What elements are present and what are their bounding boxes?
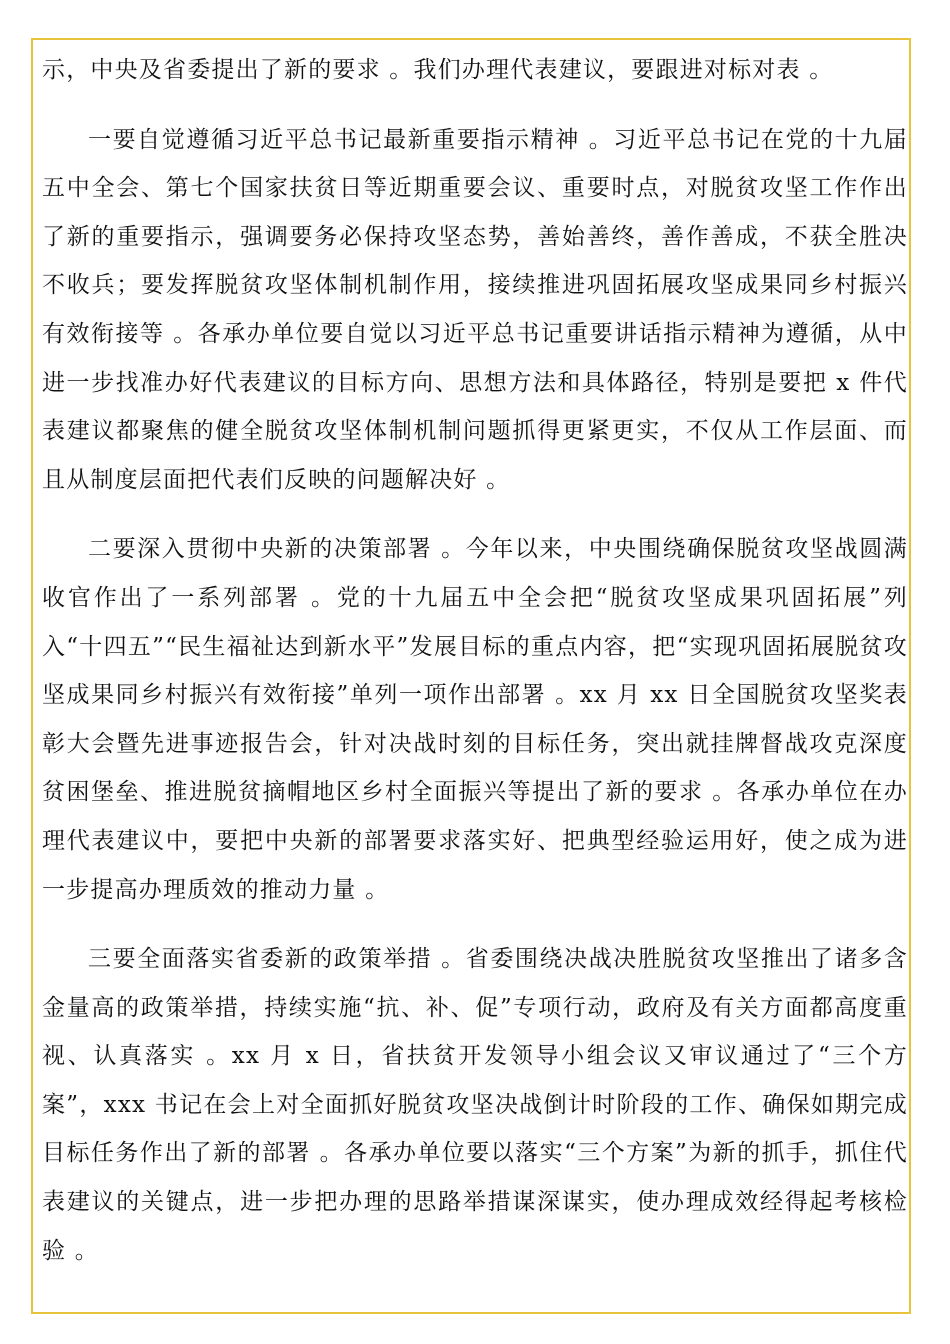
paragraph-continuation: 示，中央及省委提出了新的要求 。我们办理代表建议，要跟进对标对表 。	[42, 57, 834, 83]
paragraph-point-three: 三要全面落实省委新的政策举措 。省委围绕决战决胜脱贫攻坚推出了诸多含金量高的政策举措，持续实施“抗、补、促”专项行动，政府及有关方面都高度重视、认真落实 。xx 月 x 日，省扶贫开发领导小组会议又审议通过了“三个方案”，xxx 书记在会上对全面抓好脱贫攻坚决战倒计时阶段的工作、确保如期完成目标任务作出了新的部署 。各承办单位要以落实“三个方案”为新的抓手，抓住代表建议的关键点，进一步把办理的思路举措谋深谋实，使办理成效经得起考核检验 。	[42, 946, 908, 1264]
paragraph-point-one: 一要自觉遵循习近平总书记最新重要指示精神 。习近平总书记在党的十九届五中全会、第七个国家扶贫日等近期重要会议、重要时点，对脱贫攻坚工作作出了新的重要指示，强调要务必保持攻坚态势，善始善终，善作善成，不获全胜决不收兵；要发挥脱贫攻坚体制机制作用，接续推进巩固拓展攻坚成果同乡村振兴有效衔接等 。各承办单位要自觉以习近平总书记重要讲话指示精神为遵循，从中进一步找准办好代表建议的目标方向、思想方法和具体路径，特别是要把 x 件代表建议都聚焦的健全脱贫攻坚体制机制问题抓得更紧更实，不仅从工作层面、而且从制度层面把代表们反映的问题解决好 。	[42, 126, 908, 493]
document-body	[42, 46, 908, 1275]
paragraph-point-two: 二要深入贯彻中央新的决策部署 。今年以来，中央围绕确保脱贫攻坚战圆满收官作出了一系列部署 。党的十九届五中全会把“脱贫攻坚成果巩固拓展”列入“十四五”“民生福祉达到新水平”发展目标的重点内容，把“实现巩固拓展脱贫攻坚成果同乡村振兴有效衔接”单列一项作出部署 。xx 月 xx 日全国脱贫攻坚奖表彰大会暨先进事迹报告会，针对决战时刻的目标任务，突出就挂牌督战攻克深度贫困堡垒、推进脱贫摘帽地区乡村全面振兴等提出了新的要求 。各承办单位在办理代表建议中，要把中央新的部署要求落实好、把典型经验运用好，使之成为进一步提高办理质效的推动力量 。	[42, 536, 908, 903]
